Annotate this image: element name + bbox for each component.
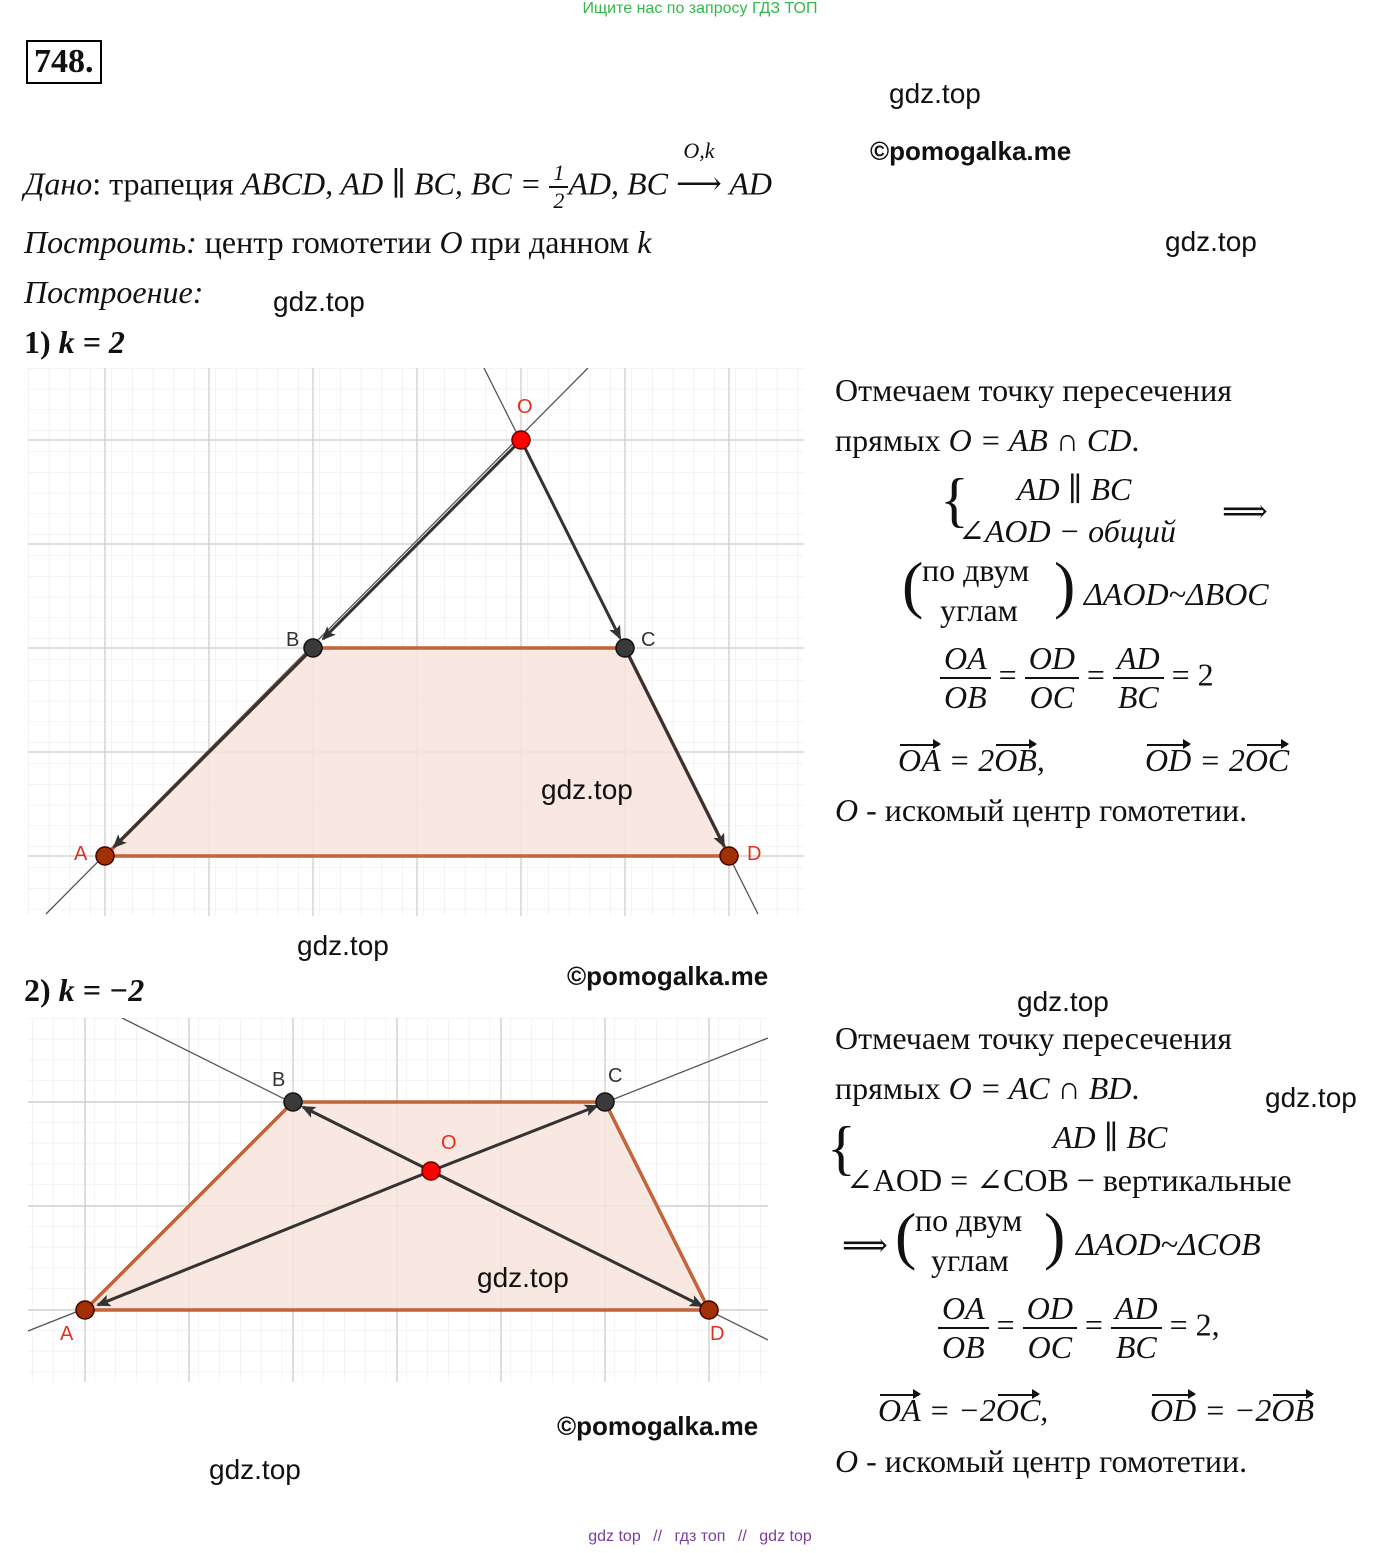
given-math: ABCD, AD ∥ BC, BC = xyxy=(241,165,550,202)
footer-separator: // xyxy=(653,1528,663,1545)
point-C xyxy=(616,639,634,657)
arrow-label: O,k xyxy=(683,138,715,164)
fraction-num: AD xyxy=(1111,1290,1162,1329)
conclusion-text: - искомый центр гомотетии. xyxy=(858,792,1248,828)
case1-vector-eq-2 xyxy=(1145,742,1289,779)
watermark-gdz: gdz.top xyxy=(541,774,633,805)
point-C xyxy=(596,1093,614,1111)
case1-paren-text-2: углам xyxy=(940,592,1018,628)
label-C: C xyxy=(608,1065,623,1087)
given-label: Дано xyxy=(24,165,93,202)
case1-system-brace: { xyxy=(940,467,969,533)
fraction-num: OD xyxy=(1023,1290,1077,1329)
case2-system-1: AD ∥ BC xyxy=(1053,1119,1168,1155)
given-text: : трапеция xyxy=(92,165,242,202)
point-O xyxy=(512,431,530,449)
fraction-den: OB xyxy=(944,679,987,715)
footer-separator: // xyxy=(737,1528,747,1545)
fraction-den: OC xyxy=(1027,1329,1073,1365)
vector-eq-text: = 2 xyxy=(1191,742,1245,778)
given-math-2: AD, BC xyxy=(568,165,668,202)
conclusion-o: O xyxy=(835,792,859,828)
label-C: C xyxy=(641,629,656,651)
vector-OC: OC xyxy=(1244,742,1290,778)
point-A xyxy=(96,847,114,865)
case1-paren-close: ) xyxy=(1054,549,1076,620)
watermark-gdz: gdz.top xyxy=(297,930,389,961)
label-D: D xyxy=(747,843,762,865)
construct-label: Построить: xyxy=(24,224,197,260)
case1-heading-num: 1) xyxy=(24,324,59,360)
case1-heading-k: k = 2 xyxy=(58,324,125,360)
label-B: B xyxy=(272,1069,286,1091)
case1-vector-eq-1 xyxy=(898,742,1045,779)
case2-heading-k: k = −2 xyxy=(58,972,145,1008)
fraction-num: OA xyxy=(940,640,991,679)
case2-system-2: ∠AOD = ∠COB − вертикальные xyxy=(846,1162,1292,1198)
case2-similar: ΔAOD~ΔCOB xyxy=(1076,1226,1261,1262)
fraction-num: AD xyxy=(1113,640,1164,679)
case2-conclusion xyxy=(835,1443,1247,1480)
case1-implies: ⟹ xyxy=(1222,493,1268,529)
vector-eq-text: = −2 xyxy=(920,1392,996,1428)
watermark-gdz: gdz.top xyxy=(273,286,365,317)
case2-heading-num: 2) xyxy=(24,972,59,1008)
fraction-num: OD xyxy=(1025,640,1079,679)
case2-heading xyxy=(24,972,144,1009)
construct-text: центр гомотетии xyxy=(196,224,440,260)
watermark-gdz: gdz.top xyxy=(1165,226,1257,257)
vector-OB: OB xyxy=(1271,1392,1315,1428)
footer-link[interactable]: гдз топ xyxy=(674,1528,726,1545)
case1-paren-text-1: по двум xyxy=(922,552,1030,588)
case2-vector-eq-1 xyxy=(878,1392,1048,1429)
point-B xyxy=(284,1093,302,1111)
conclusion-o: O xyxy=(835,1443,859,1479)
fraction-num: OA xyxy=(938,1290,989,1329)
case1-proportion xyxy=(940,640,1214,716)
case1-heading xyxy=(24,324,125,361)
case1-system-2: ∠AOD − общий xyxy=(958,513,1176,549)
label-O: O xyxy=(441,1132,457,1154)
homothety-arrow xyxy=(675,138,722,202)
case2-line2-suffix: . xyxy=(1131,1070,1140,1106)
ratio-value: = 2, xyxy=(1169,1306,1220,1343)
footer-links xyxy=(0,1528,1400,1546)
case2-line2-math: O = AC ∩ BD xyxy=(948,1070,1132,1106)
construction-label: Построение: xyxy=(24,274,204,310)
watermark-pomogalka: ©pomogalka.me xyxy=(557,1411,759,1441)
watermark-pomogalka: ©pomogalka.me xyxy=(567,961,769,991)
label-A: A xyxy=(60,1323,74,1345)
watermark-pomogalka: ©pomogalka.me xyxy=(870,136,1072,166)
fraction-den: BC xyxy=(1117,679,1159,715)
point-O xyxy=(422,1162,440,1180)
case1-paren-open: ( xyxy=(902,549,924,620)
footer-link[interactable]: gdz top xyxy=(759,1528,812,1545)
construct-k: k xyxy=(637,224,652,260)
fraction-den: BC xyxy=(1115,1329,1157,1365)
watermark-gdz: gdz.top xyxy=(477,1262,569,1293)
case1-similar: ΔAOD~ΔBOC xyxy=(1084,576,1269,612)
watermark-gdz: gdz.top xyxy=(1265,1082,1357,1113)
case1-line2-prefix: прямых xyxy=(835,422,949,458)
comma: , xyxy=(1040,1392,1049,1428)
case2-paren-open: ( xyxy=(895,1200,917,1271)
arrow-icon: ⟶ xyxy=(675,165,722,202)
case1-line2-math: O = AB ∩ CD xyxy=(948,422,1132,458)
case2-paren-text-1: по двум xyxy=(915,1202,1023,1238)
case2-figure xyxy=(28,1018,768,1382)
case1-line2-suffix: . xyxy=(1131,422,1140,458)
point-D xyxy=(720,847,738,865)
vector-eq-text: = −2 xyxy=(1196,1392,1272,1428)
case2-system-brace: { xyxy=(827,1115,856,1181)
equals: = xyxy=(996,1306,1015,1343)
label-A: A xyxy=(74,843,88,865)
case1-conclusion xyxy=(835,792,1247,829)
point-A xyxy=(76,1301,94,1319)
vector-OB: OB xyxy=(994,742,1037,778)
watermark-gdz: gdz.top xyxy=(209,1454,301,1485)
vector-OC: OC xyxy=(995,1392,1041,1428)
ratio-value: = 2 xyxy=(1171,656,1214,693)
watermark-gdz: gdz.top xyxy=(1017,986,1109,1017)
label-D: D xyxy=(710,1323,725,1345)
case2-proportion xyxy=(938,1290,1220,1366)
vector-OD: OD xyxy=(1145,742,1192,778)
construct-text-2: при данном xyxy=(462,224,638,260)
equals: = xyxy=(1086,656,1105,693)
conclusion-text: - искомый центр гомотетии. xyxy=(858,1443,1248,1479)
footer-link[interactable]: gdz top xyxy=(588,1528,641,1545)
construct-line xyxy=(24,224,651,261)
given-fraction xyxy=(549,160,568,214)
label-O: O xyxy=(517,396,533,418)
vector-OA: OA xyxy=(878,1392,921,1428)
point-B xyxy=(304,639,322,657)
fraction-den: OC xyxy=(1029,679,1075,715)
case2-paren-close: ) xyxy=(1044,1200,1066,1271)
frac-numerator: 1 xyxy=(549,160,568,188)
case2-paren-text-2: углам xyxy=(931,1242,1009,1278)
task-number: 748. xyxy=(26,40,102,84)
frac-denominator: 2 xyxy=(553,188,565,213)
fraction-den: OB xyxy=(942,1329,985,1365)
point-D xyxy=(700,1301,718,1319)
watermark-gdz: gdz.top xyxy=(889,78,981,109)
equals: = xyxy=(1084,1306,1103,1343)
case2-line1: Отмечаем точку пересечения xyxy=(835,1020,1233,1056)
case2-line2-prefix: прямых xyxy=(835,1070,949,1106)
case1-line2 xyxy=(835,422,1139,459)
vector-OD: OD xyxy=(1150,1392,1197,1428)
case1-system-1: AD ∥ BC xyxy=(1017,471,1132,507)
label-B: B xyxy=(286,629,300,651)
case2-vector-eq-2 xyxy=(1150,1392,1314,1429)
construct-o: O xyxy=(439,224,463,260)
given-math-3: AD xyxy=(721,165,772,202)
case2-line2 xyxy=(835,1070,1139,1107)
equals: = xyxy=(998,656,1017,693)
vector-eq-text: = 2 xyxy=(940,742,995,778)
comma: , xyxy=(1036,742,1045,778)
case1-figure xyxy=(28,368,804,916)
case1-line1: Отмечаем точку пересечения xyxy=(835,372,1233,408)
given-line xyxy=(24,138,772,214)
top-banner[interactable]: Ищите нас по запросу ГДЗ ТОП xyxy=(582,0,818,17)
vector-OA: OA xyxy=(898,742,941,778)
case2-implies: ⟹ xyxy=(842,1227,888,1263)
